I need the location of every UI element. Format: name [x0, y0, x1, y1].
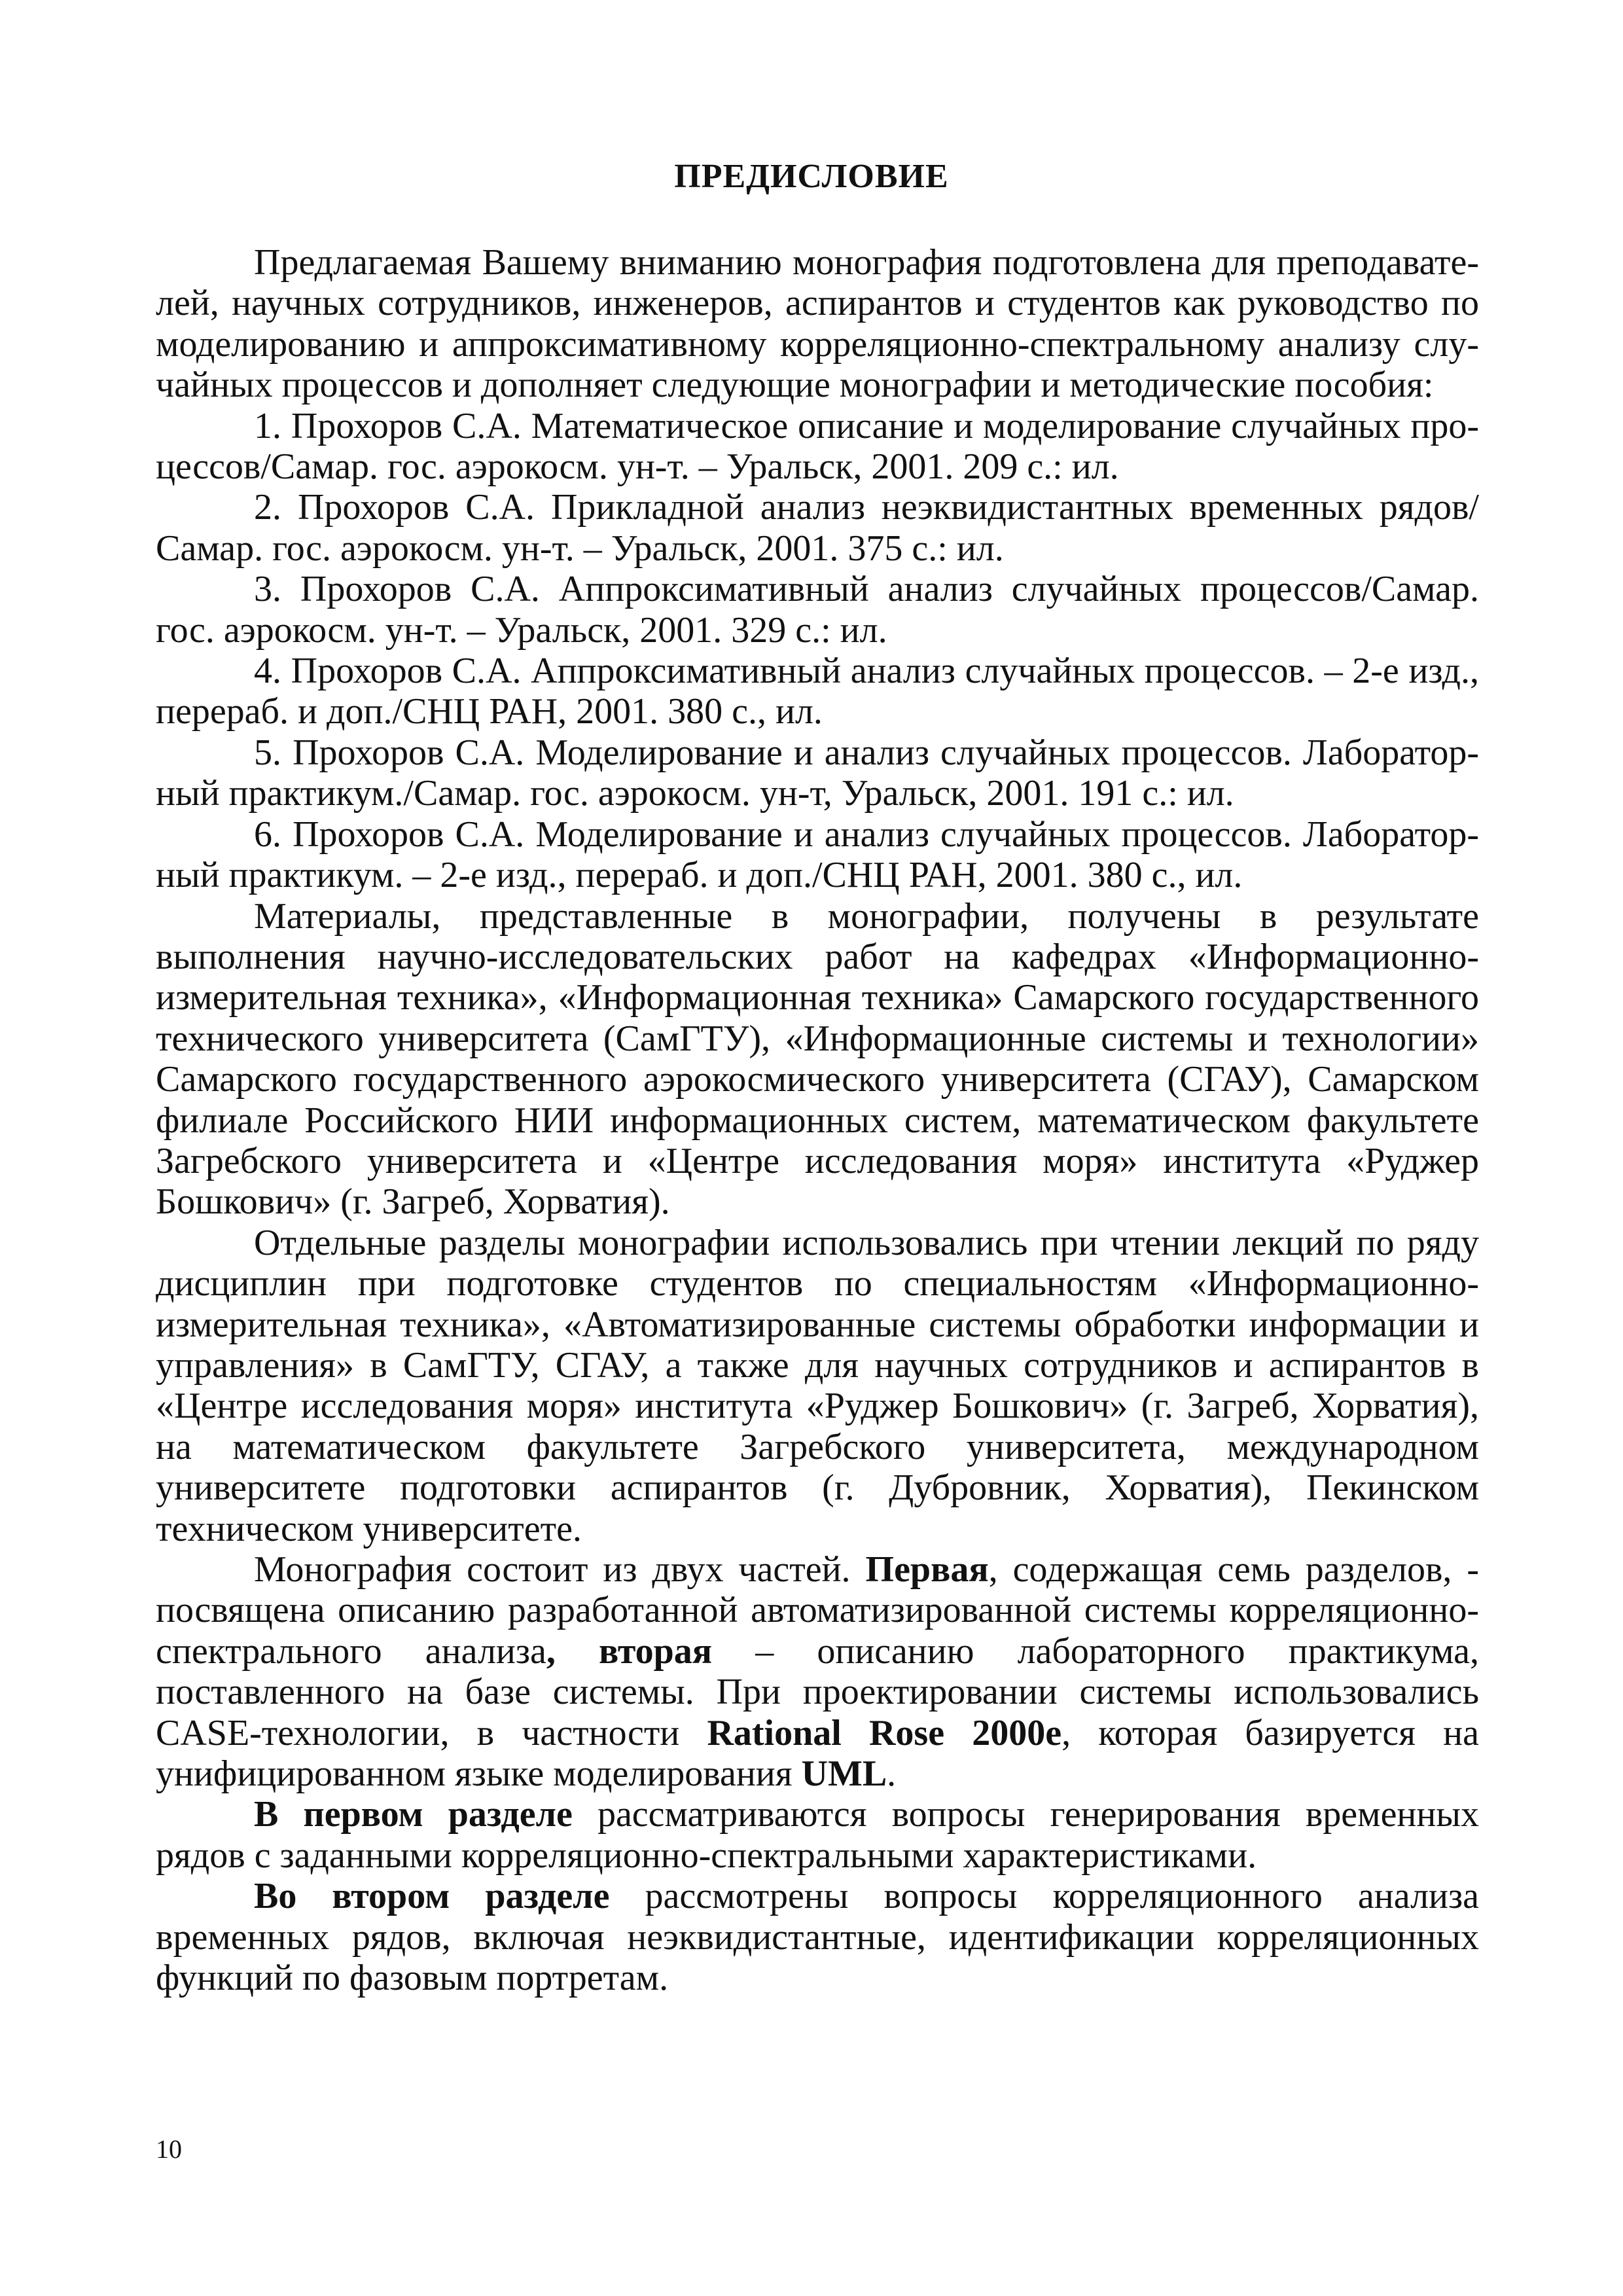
bold-term: Rational Rose 2000e	[707, 1712, 1062, 1753]
structure-text: , которая базируется на унифицированном языке моделирования	[156, 1712, 1479, 1795]
section1-heading: В первом разделе	[254, 1794, 573, 1835]
page-number: 10	[156, 2134, 182, 2164]
reference-text: Прохоров С.А. Моделирование и анализ случайных процессов. Лабораторный практикум./Самар. гос. аэрокосм. ун-т, Уральск, 2001. 191 с.: ил.	[156, 732, 1480, 814]
reference-number: 5.	[254, 732, 281, 773]
structure-text: Монография состоит из двух частей.	[254, 1549, 866, 1590]
body-text	[156, 242, 1479, 1998]
section1-paragraph	[156, 1794, 1479, 1876]
reference-number: 6.	[254, 814, 281, 855]
usage-paragraph: Отдельные разделы монографии использовались при чтении лекций по ряду дисциплин при подготовке студентов по специальностям «Информационно-измерительная техника», «Автоматизированные системы обработки информации и управления» в СамГТУ, СГАУ, а также для научных сотрудников и аспирантов в «Центре исследования моря» института «Руджер Бошкович» (г. Загреб, Хорватия), на математическом факультете Загребского университета, международном университете подготовки аспирантов (г. Дубровник, Хорватия), Пекинском техническом университете.	[156, 1222, 1479, 1549]
bold-term: Первая	[865, 1549, 989, 1590]
structure-text: .	[887, 1753, 897, 1795]
reference-number: 2.	[254, 487, 281, 528]
materials-paragraph: Материалы, представленные в монографии, получены в результате выполнения научно-исследовательских работ на кафедрах «Информационно-измерительная техника», «Информационная техника» Самарского государственного технического университета (СамГТУ), «Информационные системы и технологии» Самарского государственного аэрокосмического университета (СГАУ), Самарском филиале Российского НИИ информационных систем, математическом факультете Загребского университета и «Центре исследования моря» института «Руджер Бошкович» (г. Загреб, Хорватия).	[156, 895, 1479, 1223]
reference-number: 4.	[254, 651, 281, 692]
bold-term: UML	[801, 1753, 887, 1795]
structure-text: , содержащая семь разделов, - посвящена описанию разработанной автоматизированной системы корреляционно-спектрального анализа	[156, 1549, 1480, 1672]
reference-number: 3.	[254, 569, 281, 610]
reference-list	[156, 406, 1479, 896]
structure-text: – описанию лабораторного практикума, поставленного на базе системы. При проектировании системы использовались CASE-технологии, в частности	[156, 1630, 1480, 1753]
reference-number: 1.	[254, 405, 281, 446]
reference-item	[156, 732, 1479, 814]
section2-paragraph	[156, 1876, 1479, 1998]
reference-item	[156, 569, 1479, 651]
reference-item	[156, 651, 1479, 732]
intro-paragraph: Предлагаемая Вашему вниманию монография подготовлена для преподавателей, научных сотрудников, инженеров, аспирантов и студентов как руководство по моделированию и аппроксимативному корреляционно-спектральному анализу случайных процессов и дополняет следующие монографии и методические пособия:	[156, 242, 1479, 406]
reference-item	[156, 406, 1479, 488]
section1-text: рассматриваются вопросы генерирования временных рядов с заданными корреляционно-спектральными характеристиками.	[156, 1794, 1479, 1876]
reference-text: Прохоров С.А. Математическое описание и моделирование случайных процессов/Самар. гос. аэрокосм. ун-т. – Уральск, 2001. 209 с.: ил.	[156, 405, 1479, 488]
reference-text: Прохоров С.А. Аппроксимативный анализ случайных процессов/Самар. гос. аэрокосм. ун-т. – Уральск, 2001. 329 с.: ил.	[156, 569, 1479, 651]
bold-term: , вторая	[546, 1630, 713, 1672]
reference-item	[156, 487, 1479, 569]
section2-heading: Во втором разделе	[254, 1876, 610, 1917]
reference-text: Прохоров С.А. Моделирование и анализ случайных процессов. Лабораторный практикум. – 2-е изд., перераб. и доп./СНЦ РАН, 2001. 380 с., ил.	[156, 814, 1480, 896]
page-title: ПРЕДИСЛОВИЕ	[674, 158, 949, 195]
reference-text: Прохоров С.А. Прикладной анализ неэквидистантных временных рядов/Самар. гос. аэрокосм. ун-т. – Уральск, 2001. 375 с.: ил.	[156, 487, 1479, 569]
reference-item	[156, 814, 1479, 896]
structure-paragraph	[156, 1549, 1479, 1794]
section2-text: рассмотрены вопросы корреляционного анализа временных рядов, включая неэквидистантные, идентификации корреляционных функций по фазовым портретам.	[156, 1876, 1479, 1999]
reference-text: Прохоров С.А. Аппроксимативный анализ случайных процессов. – 2-е изд., перераб. и доп./СНЦ РАН, 2001. 380 с., ил.	[156, 651, 1480, 732]
